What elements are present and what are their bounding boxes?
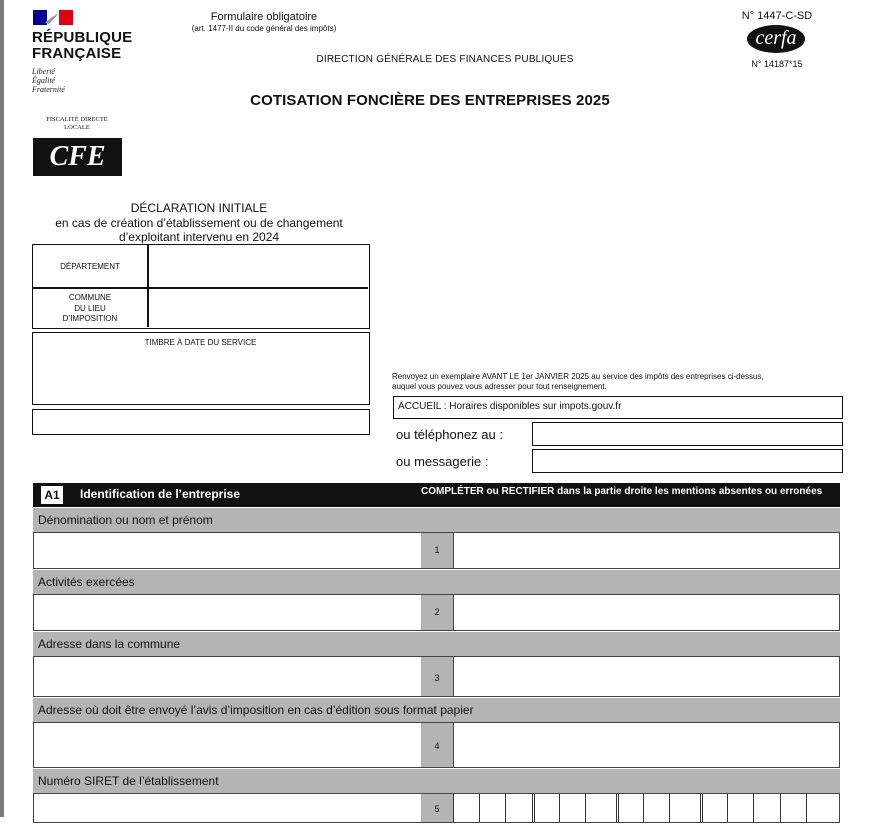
commune-label	[33, 293, 147, 325]
return-instructions-line-2: auquel vous pouvez vous adresser pour tout renseignement.	[392, 382, 607, 391]
cfe-logo: CFE	[33, 138, 122, 176]
departement-label: DÉPARTEMENT	[60, 262, 120, 271]
declaration-line-2: en cas de création d’établissement ou de changement	[55, 215, 343, 230]
row-number-2: 2	[421, 595, 453, 630]
form-number: N° 1447-C-SD	[741, 10, 813, 22]
denomination-field[interactable]	[33, 532, 840, 569]
siret-digit-box[interactable]	[616, 794, 642, 822]
field-divider	[453, 595, 454, 630]
row-number-3: 3	[421, 657, 453, 696]
service-extra-field[interactable]	[32, 409, 370, 435]
siret-field[interactable]	[33, 793, 840, 823]
page-title: COTISATION FONCIÈRE DES ENTREPRISES 2025	[250, 92, 610, 109]
motto-fraternite: Fraternité	[32, 85, 65, 94]
section-title: Identification de l’entreprise	[80, 487, 241, 501]
page-left-edge	[0, 0, 4, 817]
direction-label: DIRECTION GÉNÉRALE DES FINANCES PUBLIQUES	[316, 54, 574, 65]
siret-digit-box[interactable]	[669, 794, 695, 822]
form-article-text: (art. 1477-II du code général des impôts)	[191, 24, 337, 33]
section-a1-header	[33, 483, 840, 507]
siret-digit-box[interactable]	[700, 794, 726, 822]
siret-digit-box[interactable]	[806, 794, 832, 822]
row-label-siret: Numéro SIRET de l’établissement	[33, 769, 840, 793]
section-instruction: COMPLÉTER ou RECTIFIER dans la partie droite les mentions absentes ou erronées	[421, 486, 823, 497]
adresse-avis-field[interactable]	[33, 722, 840, 768]
cerfa-number: N° 14187*15	[751, 59, 803, 69]
siret-digit-box[interactable]	[727, 794, 753, 822]
siret-digit-box[interactable]	[585, 794, 611, 822]
row-label-adresse-commune: Adresse dans la commune	[33, 632, 840, 656]
row-label-adresse-avis: Adresse où doit être envoyé l’avis d’imposition en cas d’édition sous format papier	[33, 698, 840, 722]
siret-digit-box[interactable]	[479, 794, 505, 822]
activites-field[interactable]	[33, 594, 840, 631]
location-table-column	[147, 245, 149, 327]
siret-digit-box[interactable]	[643, 794, 669, 822]
fiscalite-label	[33, 116, 121, 132]
fiscalite-line-1: FISCALITÉ DIRECTE	[46, 116, 108, 123]
motto-liberte: Liberté	[32, 67, 56, 76]
section-code: A1	[41, 486, 63, 504]
timbre-label: TIMBRE À DATE DU SERVICE	[144, 338, 257, 347]
messagerie-field[interactable]	[532, 449, 843, 473]
siret-digit-box[interactable]	[505, 794, 531, 822]
field-divider	[453, 533, 454, 568]
republique-francaise-label	[32, 30, 132, 62]
commune-label-1: COMMUNE	[68, 293, 112, 302]
form-mandatory-text: Formulaire obligatoire	[210, 11, 318, 23]
siret-digit-box[interactable]	[780, 794, 806, 822]
siret-digit-boxes	[453, 794, 839, 822]
location-table	[32, 244, 370, 329]
accueil-box: ACCUEIL : Horaires disponibles sur impots.gouv.fr	[393, 396, 843, 419]
messagerie-label: ou messagerie :	[396, 454, 489, 469]
declaration-heading	[32, 201, 366, 245]
siret-digit-box[interactable]	[453, 794, 479, 822]
declaration-title: DÉCLARATION INITIALE	[130, 201, 268, 215]
adresse-commune-field[interactable]	[33, 656, 840, 697]
row-label-activites: Activités exercées	[33, 570, 840, 594]
republic-motto	[32, 67, 65, 94]
field-divider	[453, 723, 454, 767]
telephone-field[interactable]	[532, 422, 843, 446]
timbre-box	[32, 332, 370, 405]
return-instructions-line-1: Renvoyez un exemplaire AVANT LE 1er JANVIER 2025 au service des impôts des entreprises ci-dessus,	[392, 372, 764, 381]
motto-egalite: Égalité	[32, 76, 56, 85]
siret-digit-box[interactable]	[559, 794, 585, 822]
commune-label-3: D’IMPOSITION	[62, 314, 118, 323]
cerfa-logo: cerfa	[747, 25, 805, 53]
return-instructions	[392, 372, 842, 392]
republic-line-2: FRANÇAISE	[32, 45, 122, 62]
row-number-5: 5	[421, 794, 453, 822]
commune-label-2: DU LIEU	[74, 303, 106, 313]
siret-digit-box[interactable]	[532, 794, 558, 822]
siret-digit-box[interactable]	[753, 794, 779, 822]
declaration-line-3: d’exploitant intervenu en 2024	[118, 230, 280, 244]
telephone-label: ou téléphonez au :	[396, 427, 503, 442]
location-table-divider	[33, 287, 368, 289]
row-number-4: 4	[421, 723, 453, 767]
republic-line-1: RÉPUBLIQUE	[32, 29, 133, 46]
row-label-denomination: Dénomination ou nom et prénom	[33, 508, 840, 532]
fiscalite-line-2: LOCALE	[64, 124, 90, 131]
row-number-1: 1	[421, 533, 453, 568]
field-divider	[453, 657, 454, 696]
marianne-flag-logo	[33, 10, 73, 25]
mandatory-form-notice	[182, 11, 346, 33]
